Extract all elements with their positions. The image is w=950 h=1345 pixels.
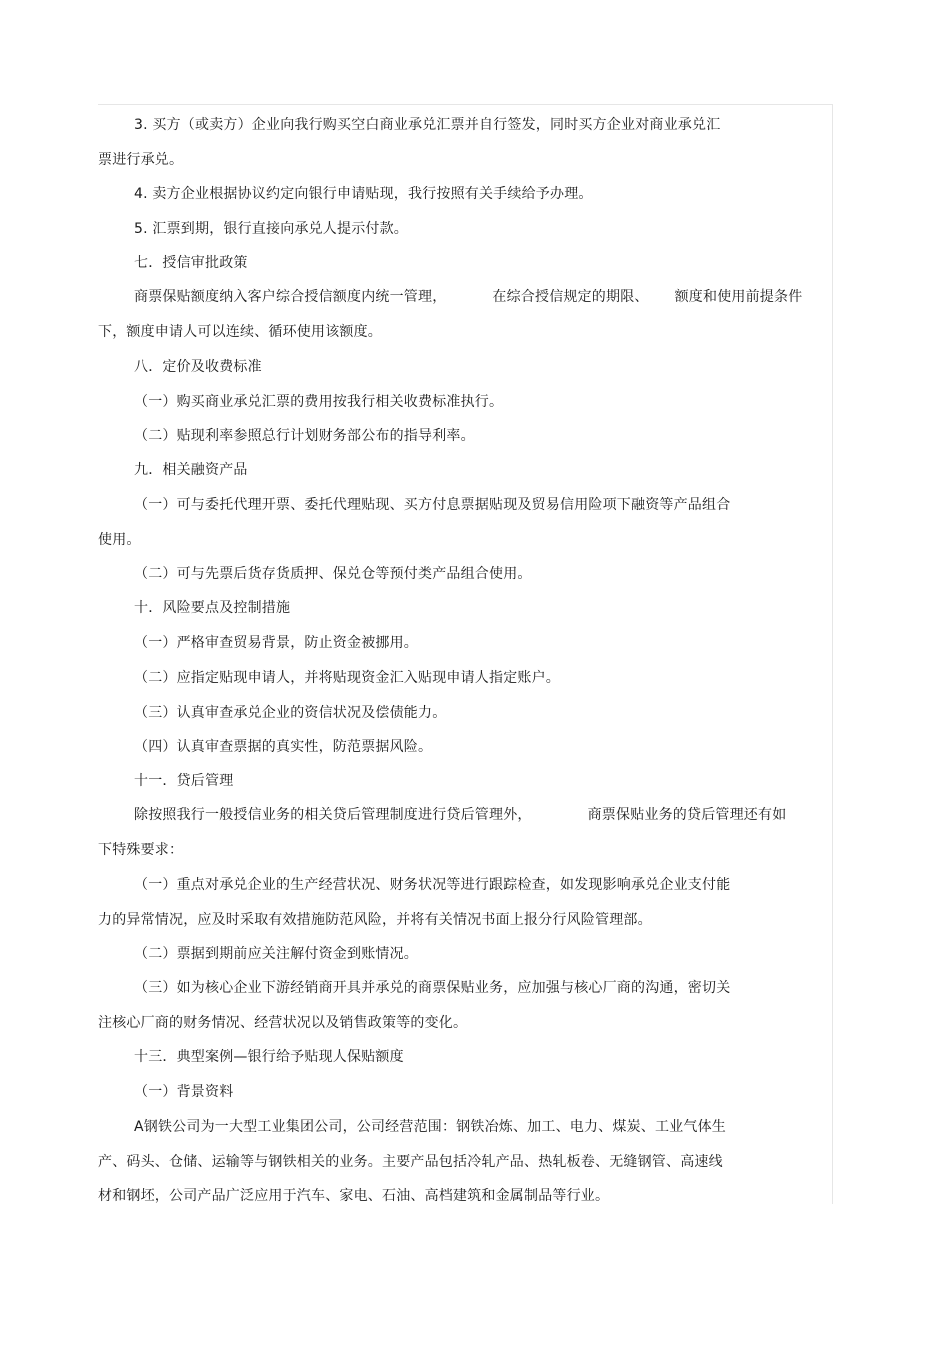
subsection-heading: （一）背景资料 [134, 1084, 234, 1100]
text-segment: 除按照我行一般授信业务的相关贷后管理制度进行贷后管理外， [134, 807, 532, 823]
paragraph-line: 注核心厂商的财务情况、经营状况以及销售政策等的变化。 [98, 1015, 468, 1031]
paragraph-line [134, 287, 802, 307]
text-segment: 在综合授信规定的期限、 [492, 289, 649, 305]
paragraph-line: （一）购买商业承兑汇票的费用按我行相关收费标准执行。 [134, 394, 504, 410]
paragraph-line: （三）如为核心企业下游经销商开具并承兑的商票保贴业务，应加强与核心厂商的沟通，密切关 [134, 980, 731, 996]
section-heading: 七．授信审批政策 [134, 255, 248, 271]
paragraph-line: （二）贴现利率参照总行计划财务部公布的指导利率。 [134, 428, 475, 444]
paragraph-line: （二）票据到期前应关注解付资金到账情况。 [134, 946, 418, 962]
section-heading: 十．风险要点及控制措施 [134, 600, 291, 616]
paragraph-line: 3. 买方（或卖方）企业向我行购买空白商业承兑汇票并自行签发，同时买方企业对商业承兑汇 [134, 117, 721, 133]
paragraph-line: 材和钢坯，公司产品广泛应用于汽车、家电、石油、高档建筑和金属制品等行业。 [98, 1188, 610, 1204]
section-heading: 十一．贷后管理 [134, 773, 234, 789]
paragraph-line: （二）应指定贴现申请人，并将贴现资金汇入贴现申请人指定账户。 [134, 670, 560, 686]
text-segment: 额度和使用前提条件 [674, 289, 803, 305]
section-heading: 十三．典型案例—银行给予贴现人保贴额度 [134, 1049, 404, 1065]
section-heading: 八．定价及收费标准 [134, 359, 262, 375]
page-border-right [832, 104, 833, 1204]
paragraph-line: （一）可与委托代理开票、委托代理贴现、买方付息票据贴现及贸易信用险项下融资等产品组合 [134, 497, 731, 513]
paragraph-line: （二）可与先票后货存货质押、保兑仓等预付类产品组合使用。 [134, 566, 532, 582]
paragraph-line: 下特殊要求： [98, 842, 184, 858]
section-heading: 九．相关融资产品 [134, 462, 248, 478]
paragraph-line [134, 805, 786, 825]
paragraph-line: 4. 卖方企业根据协议约定向银行申请贴现，我行按照有关手续给予办理。 [134, 186, 593, 202]
paragraph-line: 下，额度申请人可以连续、循环使用该额度。 [98, 324, 382, 340]
paragraph-line: （一）严格审查贸易背景，防止资金被挪用。 [134, 635, 418, 651]
paragraph-line: 票进行承兑。 [98, 152, 184, 168]
paragraph-line: （四）认真审查票据的真实性，防范票据风险。 [134, 739, 433, 755]
text-segment: 商票保贴业务的贷后管理还有如 [587, 807, 787, 823]
paragraph-line: （三）认真审查承兑企业的资信状况及偿债能力。 [134, 705, 447, 721]
page-border-top [98, 104, 832, 105]
paragraph-line: 产、码头、仓储、运输等与钢铁相关的业务。主要产品包括冷轧产品、热轧板卷、无缝钢管、高速线 [98, 1154, 723, 1170]
paragraph-line: （一）重点对承兑企业的生产经营状况、财务状况等进行跟踪检查，如发现影响承兑企业支付能 [134, 877, 731, 893]
text-segment: 商票保贴额度纳入客户综合授信额度内统一管理， [134, 289, 447, 305]
paragraph-line: 力的异常情况，应及时采取有效措施防范风险，并将有关情况书面上报分行风险管理部。 [98, 912, 652, 928]
paragraph-line: 5. 汇票到期，银行直接向承兑人提示付款。 [134, 221, 409, 237]
paragraph-line: A钢铁公司为一大型工业集团公司，公司经营范围：钢铁冶炼、加工、电力、煤炭、工业气体生 [134, 1119, 726, 1135]
paragraph-line: 使用。 [98, 532, 141, 548]
